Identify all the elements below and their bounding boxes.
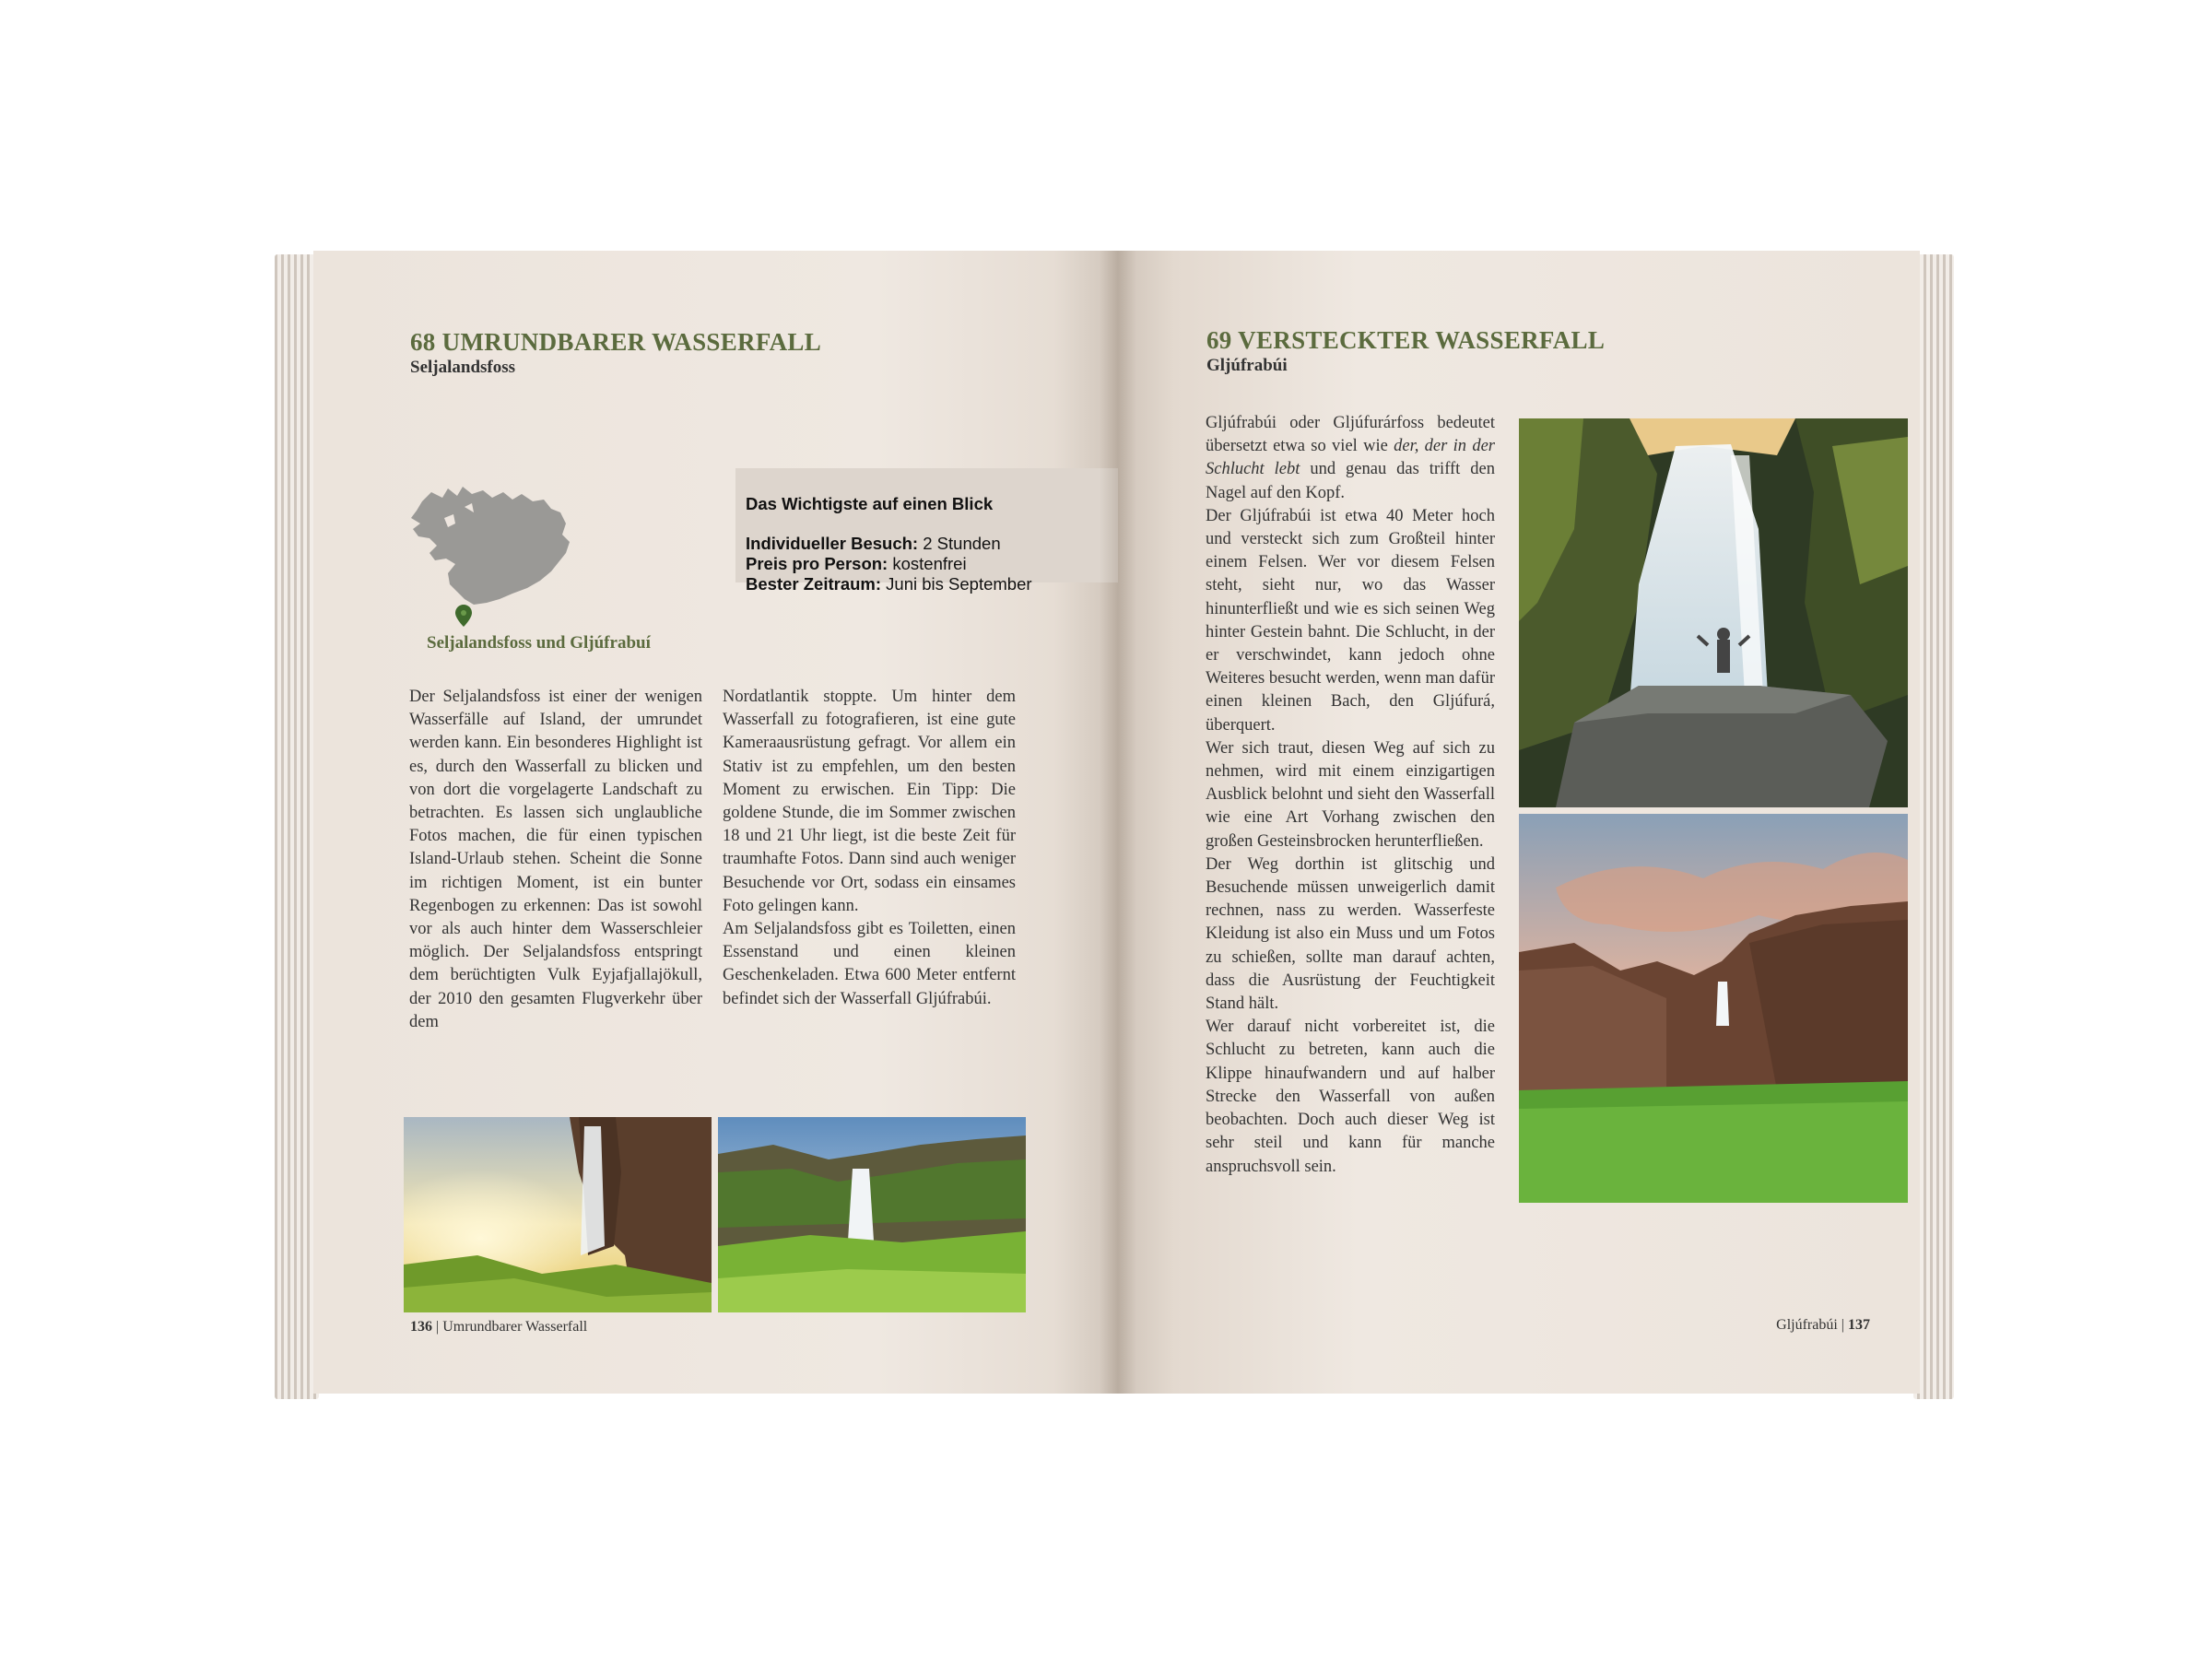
right-page: [1118, 251, 1920, 1394]
info-box: [735, 468, 1118, 594]
intro-text-end: und genau das trifft den Nagel auf den Kopf.: [1206, 460, 1495, 502]
intro-paragraph: [1206, 412, 1495, 505]
paragraph: Der Seljalandsfoss ist einer der wenigen Wasserfälle auf Island, der umrundet werden kann. Ein besonderes Highlight ist es, durch den Wasserfall zu blicken und von dort die vorgelagerte Landschaft zu betrachten. Es lassen sich unglaubliche Fotos machen, die für einen typischen Island-Urlaub stehen. Scheint die Sonne im richtigen Moment, ist ein bunter Regenbogen zu erkennen: Das ist sowohl vor als auch hinter dem Wasserschleier möglich. Der Seljalandsfoss entspringt dem berüchtigten Vulk Eyjafjallajökull, der 2010 den gesamten Flugverkehr über dem: [409, 688, 702, 1031]
page-title: 68 UMRUNDBARER WASSERFALL: [410, 328, 822, 356]
paragraph: Am Seljalandsfoss gibt es Toiletten, einen Essenstand und einen kleinen Geschenkeladen. Etwa 600 Meter entfernt befindet sich der Wasserfall Gljúfrabúi.: [723, 920, 1016, 1008]
info-price: [746, 554, 967, 574]
paragraph: Nordatlantik stoppte. Um hinter dem Wasserfall zu fotografieren, ist eine gute Kameraausrüstung gefragt. Vor allem ein Stativ ist zu empfehlen, um den besten Moment zu erwischen. Ein Tipp: Die goldene Stunde, die im Sommer zwischen 18 und 21 Uhr liegt, ist die beste Zeit für traumhafte Fotos. Dann sind auch weniger Besuchende vor Ort, sodass ein einsames Foto gelingen kann.: [723, 688, 1016, 915]
info-price-value: kostenfrei: [888, 554, 967, 573]
info-visit-value: 2 Stunden: [918, 534, 1001, 553]
gljufrabui-cliff-photo: [1519, 814, 1908, 1203]
paragraph: Der Weg dorthin ist glitschig und Besuchende müssen unweigerlich damit rechnen, nass zu werden. Wasserfeste Kleidung ist also ein Muss und um Fotos zu schießen, sollte man darauf achten, dass die Ausrüstung der Feuchtigkeit Stand hält.: [1206, 854, 1495, 1014]
page-subtitle: Seljalandsfoss: [410, 358, 516, 377]
paragraph: Der Gljúfrabúi ist etwa 40 Meter hoch und versteckt sich zum Großteil hinter einem Felsen. Wer vor diesem Felsen steht, sieht nur, wo das Wasser hinunterfließt und wie es sich seinen Weg hinter Gestein bahnt. Die Schlucht, in der er verschwindet, kann jedoch ohne Weiteres besucht werden, wenn man dafür einen kleinen Bach, den Gljúfurá, überquert.: [1206, 506, 1495, 735]
iceland-map: [404, 481, 579, 619]
info-price-label: Preis pro Person:: [746, 554, 888, 573]
info-season-value: Juni bis September: [881, 574, 1032, 594]
info-visit: [746, 534, 1001, 554]
page-number: 136: [410, 1319, 432, 1335]
location-pin-icon: [455, 605, 472, 627]
gljufrabui-gorge-photo: [1519, 418, 1908, 807]
paragraph: Wer sich traut, diesen Weg auf sich zu nehmen, wird mit einem einzigartigen Ausblick belohnt und sieht den Wasserfall wie eine Art Vorhang zwischen den großen Gesteinsbrocken herunterfließen.: [1206, 738, 1495, 851]
left-page-edges: [275, 254, 319, 1399]
seljalandsfoss-valley-photo: [718, 1117, 1026, 1312]
page-subtitle: Gljúfrabúi: [1206, 356, 1288, 375]
text-column-2: [723, 686, 1016, 1011]
paragraph: Wer darauf nicht vorbereitet ist, die Schlucht zu betreten, kann auch die Klippe hinaufwandern und auf halber Strecke den Wasserfall von außen beobachten. Doch auch dieser Weg ist sehr steil und kann für manche anspruchsvoll sein.: [1206, 1018, 1495, 1176]
text-column: [1206, 412, 1495, 1179]
intro-italic-text: der, der in der Schlucht lebt: [1206, 437, 1495, 479]
open-book: [275, 251, 1954, 1403]
info-visit-label: Individueller Besuch:: [746, 534, 919, 553]
footer-separator: |: [432, 1319, 443, 1335]
seljalandsfoss-sunset-photo: [404, 1117, 712, 1312]
page-number: 137: [1848, 1317, 1870, 1333]
info-season-label: Bester Zeitraum:: [746, 574, 882, 594]
footer-separator: |: [1837, 1317, 1848, 1333]
footer-section-title: Gljúfrabúi: [1776, 1317, 1838, 1333]
page-footer-left: [410, 1319, 587, 1335]
info-box-heading: Das Wichtigste auf einen Blick: [746, 494, 994, 513]
map-label: Seljalandsfoss und Gljúfrabuí: [427, 633, 651, 653]
left-page: [313, 251, 1118, 1394]
text-column-1: [409, 686, 702, 1034]
page-footer-right: [1776, 1317, 1870, 1334]
info-season: [746, 574, 1032, 594]
footer-section-title: Umrundbarer Wasserfall: [442, 1319, 588, 1335]
book-spine-shadow: [1100, 251, 1136, 1394]
intro-text: Gljúfrabúi oder Gljúfurárfoss bedeutet übersetzt etwa so viel wie: [1206, 414, 1495, 456]
page-title: 69 VERSTECKTER WASSERFALL: [1206, 326, 1606, 354]
